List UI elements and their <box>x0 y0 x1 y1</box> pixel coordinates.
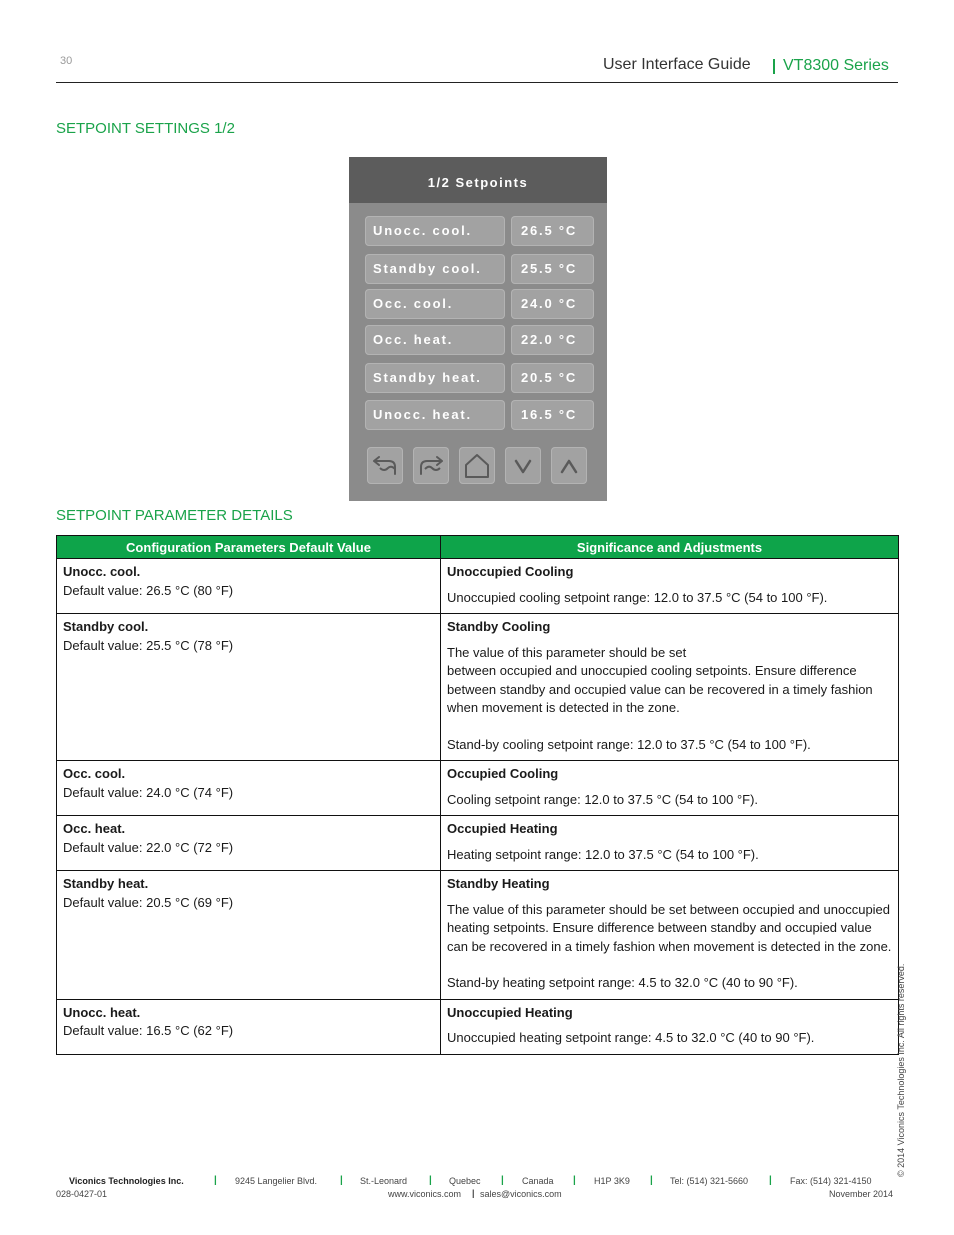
significance-cell <box>441 761 899 816</box>
table-row <box>57 559 899 614</box>
up-button[interactable] <box>551 447 587 484</box>
significance-cell <box>441 559 899 614</box>
footer-address: 9245 Langelier Blvd. <box>235 1176 318 1186</box>
setpoint-value[interactable]: 26.5 °C <box>511 216 594 246</box>
footer-separator: | <box>650 1175 653 1186</box>
footer-separator: | <box>501 1175 504 1186</box>
significance-text: Heating setpoint range: 12.0 to 37.5 °C (54 to 100 °F). <box>447 846 759 862</box>
footer-tel: Tel: (514) 321-5660 <box>670 1176 749 1186</box>
chevron-down-icon <box>512 457 534 475</box>
parameter-name: Standby cool. <box>63 619 149 634</box>
footer-country: Canada <box>522 1176 554 1186</box>
home-icon <box>463 453 491 479</box>
back-button[interactable] <box>367 447 403 484</box>
footer-province: Quebec <box>449 1176 481 1186</box>
setpoint-value[interactable]: 22.0 °C <box>511 325 594 355</box>
significance-title: Standby Heating <box>447 876 550 891</box>
screen-title: 1/2 Setpoints <box>349 157 607 203</box>
table-row <box>57 871 899 1000</box>
table-header-row <box>57 536 899 559</box>
parameter-cell <box>57 999 441 1054</box>
footer-separator: | <box>573 1175 576 1186</box>
footer-postal: H1P 3K9 <box>594 1176 630 1186</box>
parameter-name: Standby heat. <box>63 876 149 891</box>
significance-title: Occupied Heating <box>447 821 558 836</box>
column-header: Configuration Parameters Default Value <box>57 536 441 559</box>
setpoint-label: Unocc. cool. <box>365 216 505 246</box>
significance-title: Unoccupied Heating <box>447 1004 573 1020</box>
parameter-default: Default value: 25.5 °C (78 °F) <box>63 637 234 653</box>
setpoint-label: Unocc. heat. <box>365 400 505 430</box>
table-row <box>57 999 899 1054</box>
footer-date: November 2014 <box>829 1189 894 1199</box>
section-heading-parameter-details: SETPOINT PARAMETER DETAILS <box>56 507 293 524</box>
setpoint-label: Standby heat. <box>365 363 505 393</box>
significance-text: Unoccupied heating setpoint range: 4.5 to 32.0 °C (40 to 90 °F). <box>447 1030 815 1045</box>
parameter-cell <box>57 761 441 816</box>
parameter-name: Unocc. cool. <box>63 564 141 579</box>
footer-separator: | <box>340 1175 343 1186</box>
setpoint-value[interactable]: 20.5 °C <box>511 363 594 393</box>
parameter-name: Unocc. heat. <box>63 1004 141 1020</box>
significance-text: Cooling setpoint range: 12.0 to 37.5 °C (54 to 100 °F). <box>447 791 759 807</box>
table-row <box>57 614 899 761</box>
setpoint-value[interactable]: 24.0 °C <box>511 289 594 319</box>
footer-fax: Fax: (514) 321-4150 <box>790 1176 872 1186</box>
footer-city: St.-Leonard <box>360 1176 408 1186</box>
home-button[interactable] <box>459 447 495 484</box>
header-title: User Interface Guide <box>603 56 751 73</box>
page-number: 30 <box>60 55 73 67</box>
down-button[interactable] <box>505 447 541 484</box>
significance-text: The value of this parameter should be set between occupied and unoccupied cooling setpoints. Ensure difference between standby and occupied value can be recovered in a timely fashion when movement is detected in the zone. <box>447 644 873 715</box>
parameter-default: Default value: 20.5 °C (69 °F) <box>63 894 234 910</box>
setpoint-value[interactable]: 25.5 °C <box>511 254 594 284</box>
parameter-cell <box>57 614 441 761</box>
header-rule <box>56 82 898 83</box>
footer-company: Viconics Technologies Inc. <box>69 1176 184 1186</box>
significance-title: Occupied Cooling <box>447 766 559 781</box>
footer-separator: | <box>214 1175 217 1186</box>
footer-email[interactable]: sales@viconics.com <box>480 1189 562 1199</box>
table-row <box>57 761 899 816</box>
thermostat-screen <box>349 157 607 501</box>
parameter-table <box>56 535 899 1055</box>
parameter-default: Default value: 24.0 °C (74 °F) <box>63 784 234 800</box>
parameter-cell <box>57 816 441 871</box>
footer-doc-number: 028-0427-01 <box>56 1189 108 1199</box>
parameter-name: Occ. heat. <box>63 821 126 836</box>
parameter-default: Default value: 26.5 °C (80 °F) <box>63 582 234 598</box>
setpoint-value[interactable]: 16.5 °C <box>511 400 594 430</box>
significance-cell <box>441 871 899 1000</box>
parameter-name: Occ. cool. <box>63 766 126 781</box>
significance-text: Unoccupied cooling setpoint range: 12.0 to 37.5 °C (54 to 100 °F). <box>447 589 828 605</box>
significance-text: The value of this parameter should be set between occupied and unoccupied heating setpoints. Ensure difference between standby and occupied value can be recovered in a timely fashion when movement is detected in the zone. <box>447 901 892 954</box>
significance-range: Stand-by heating setpoint range: 4.5 to 32.0 °C (40 to 90 °F). <box>447 975 798 990</box>
parameter-cell <box>57 559 441 614</box>
parameter-default: Default value: 16.5 °C (62 °F) <box>63 1023 234 1038</box>
significance-cell <box>441 816 899 871</box>
setpoint-label: Occ. heat. <box>365 325 505 355</box>
significance-cell <box>441 614 899 761</box>
significance-title: Unoccupied Cooling <box>447 564 574 579</box>
footer-separator: | <box>472 1188 475 1198</box>
setpoint-label: Standby cool. <box>365 254 505 284</box>
footer-separator: | <box>429 1175 432 1186</box>
table-row <box>57 816 899 871</box>
chevron-up-icon <box>558 457 580 475</box>
parameter-cell <box>57 871 441 1000</box>
significance-range: Stand-by cooling setpoint range: 12.0 to 37.5 °C (54 to 100 °F). <box>447 736 811 752</box>
section-heading-setpoint-settings: SETPOINT SETTINGS 1/2 <box>56 120 235 137</box>
significance-title: Standby Cooling <box>447 619 551 634</box>
footer-separator: | <box>769 1175 772 1186</box>
footer-website[interactable]: www.viconics.com <box>388 1189 462 1199</box>
significance-cell <box>441 999 899 1054</box>
copyright-notice: © 2014 Viconics Technologies Inc. All rights reserved. <box>896 963 906 1177</box>
setpoint-label: Occ. cool. <box>365 289 505 319</box>
back-icon <box>371 455 399 477</box>
parameter-default: Default value: 22.0 °C (72 °F) <box>63 839 234 855</box>
header-series: VT8300 Series <box>783 57 889 74</box>
forward-button[interactable] <box>413 447 449 484</box>
column-header: Significance and Adjustments <box>441 536 899 559</box>
forward-icon <box>417 455 445 477</box>
header-divider <box>773 59 775 74</box>
